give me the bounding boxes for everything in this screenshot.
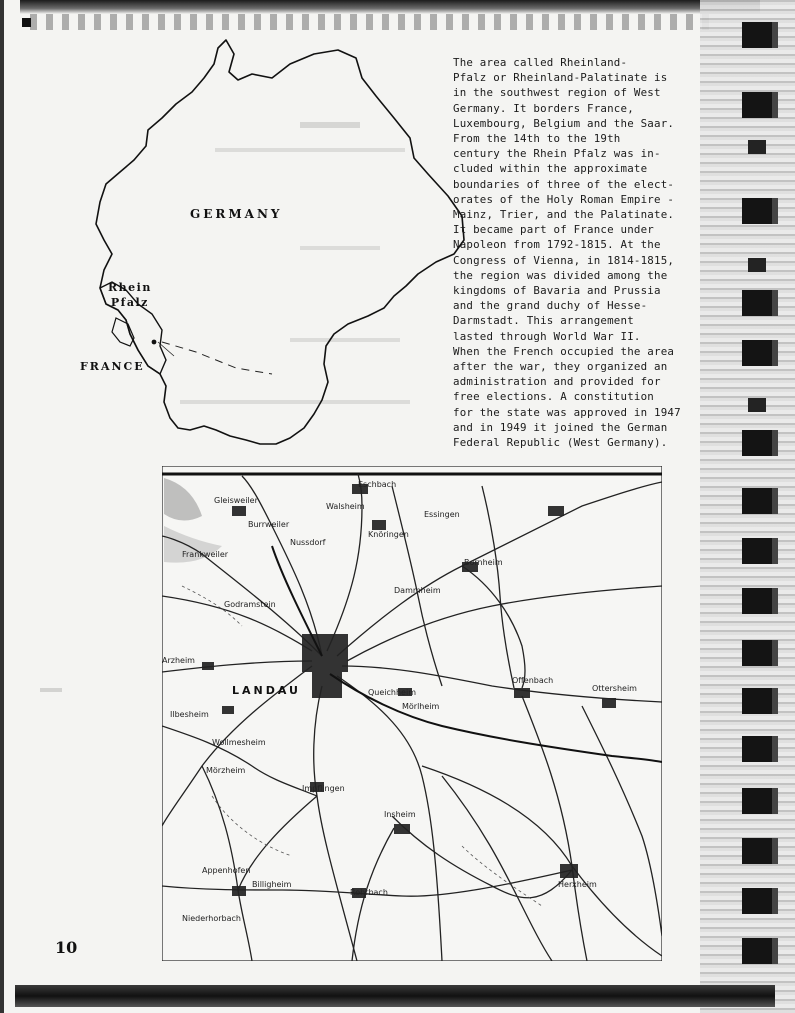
place-label: Knöringen <box>368 530 409 539</box>
caption-line: When the French occupied the area <box>453 344 675 358</box>
scan-left-edge <box>0 0 4 1013</box>
caption-line: administration and provided for <box>453 375 661 389</box>
caption-line: The area called Rheinland- <box>453 56 628 69</box>
place-label: Ilbesheim <box>170 710 209 719</box>
place-label: Nussdorf <box>290 538 326 547</box>
caption-line: orates of the Holy Roman Empire - <box>453 192 675 206</box>
place-label: Herxheim <box>558 880 597 889</box>
place-label: Niederhorbach <box>182 914 241 923</box>
caption-line: the region was divided among the <box>453 268 668 282</box>
caption-line: in the southwest region of West <box>453 86 661 100</box>
place-label: Queichheim <box>368 688 416 697</box>
caption-line: lasted through World War II. <box>453 329 641 343</box>
landau-area-map <box>162 466 662 961</box>
place-label: Essingen <box>424 510 460 519</box>
caption-line: after the war, they organized an <box>453 360 668 374</box>
caption-text <box>453 55 703 450</box>
place-label: Burrweiler <box>248 520 290 529</box>
place-label: Frankweiler <box>182 550 229 559</box>
place-label: Gleisweiler <box>214 496 258 505</box>
rhein-label: Rhein <box>108 281 152 294</box>
place-label: Insheim <box>384 810 416 819</box>
scan-bottom-edge <box>15 985 775 1007</box>
pfalz-label: Pfalz <box>110 296 149 309</box>
place-label: Impflingen <box>302 784 345 793</box>
place-label: Bornheim <box>464 558 503 567</box>
caption-line: Federal Republic (West Germany). <box>453 436 668 450</box>
france-label: FRANCE <box>80 360 145 373</box>
caption-line: Luxembourg, Belgium and the Saar. <box>453 116 675 130</box>
caption-line: It became part of France under <box>453 223 655 237</box>
place-label: Appenhofen <box>202 866 251 875</box>
caption-line: century the Rhein Pfalz was in- <box>453 147 661 161</box>
place-label: Mörlheim <box>402 702 440 711</box>
caption-line: and in 1949 it joined the German <box>453 420 668 434</box>
place-label: Ottersheim <box>592 684 637 693</box>
landau-location-dot <box>152 340 157 345</box>
place-label: Wollmesheim <box>212 738 266 747</box>
scan-top-edge <box>20 0 760 14</box>
caption-line: Congress of Vienna, in 1814-1815, <box>453 253 675 267</box>
place-label: Mörzheim <box>206 766 246 775</box>
germany-border <box>96 40 464 444</box>
caption-line: and the grand duchy of Hesse- <box>453 299 648 313</box>
caption-line: for the state was approved in 1947 <box>453 405 681 419</box>
rhein-pfalz-label <box>108 280 152 310</box>
scan-corner-mark <box>22 18 31 27</box>
saar-border <box>112 318 134 346</box>
place-label: Offenbach <box>512 676 554 685</box>
caption-line: kingdoms of Bavaria and Prussia <box>453 284 661 298</box>
caption-line: boundaries of three of the elect- <box>453 177 675 191</box>
place-label: Walsheim <box>326 502 365 511</box>
place-label: Dammheim <box>394 586 441 595</box>
caption-line: Napoleon from 1792-1815. At the <box>453 238 661 252</box>
caption-line: Pfalz or Rheinland-Palatinate is <box>453 71 668 85</box>
caption-line: cluded within the approximate <box>453 162 648 176</box>
caption-line: free elections. A constitution <box>453 390 655 404</box>
baden-border-dashed <box>162 342 272 374</box>
place-label: Godramstein <box>224 600 276 609</box>
pointer-line <box>158 342 174 356</box>
caption-line: Darmstadt. This arrangement <box>453 314 634 328</box>
caption-line: From the 14th to the 19th <box>453 132 621 146</box>
scan-top-bleed <box>30 14 710 30</box>
place-label: Arzheim <box>162 656 195 665</box>
caption-line: Germany. It borders France, <box>453 101 634 115</box>
place-label: Eschbach <box>358 480 397 489</box>
page-number: 10 <box>55 938 78 957</box>
caption-line: Mainz, Trier, and the Palatinate. <box>453 208 675 222</box>
place-label-landau: LANDAU <box>232 684 301 697</box>
place-label: Rohrbach <box>350 888 388 897</box>
place-label: Billigheim <box>252 880 292 889</box>
germany-label: GERMANY <box>190 207 283 221</box>
germany-outline-map <box>76 34 472 454</box>
